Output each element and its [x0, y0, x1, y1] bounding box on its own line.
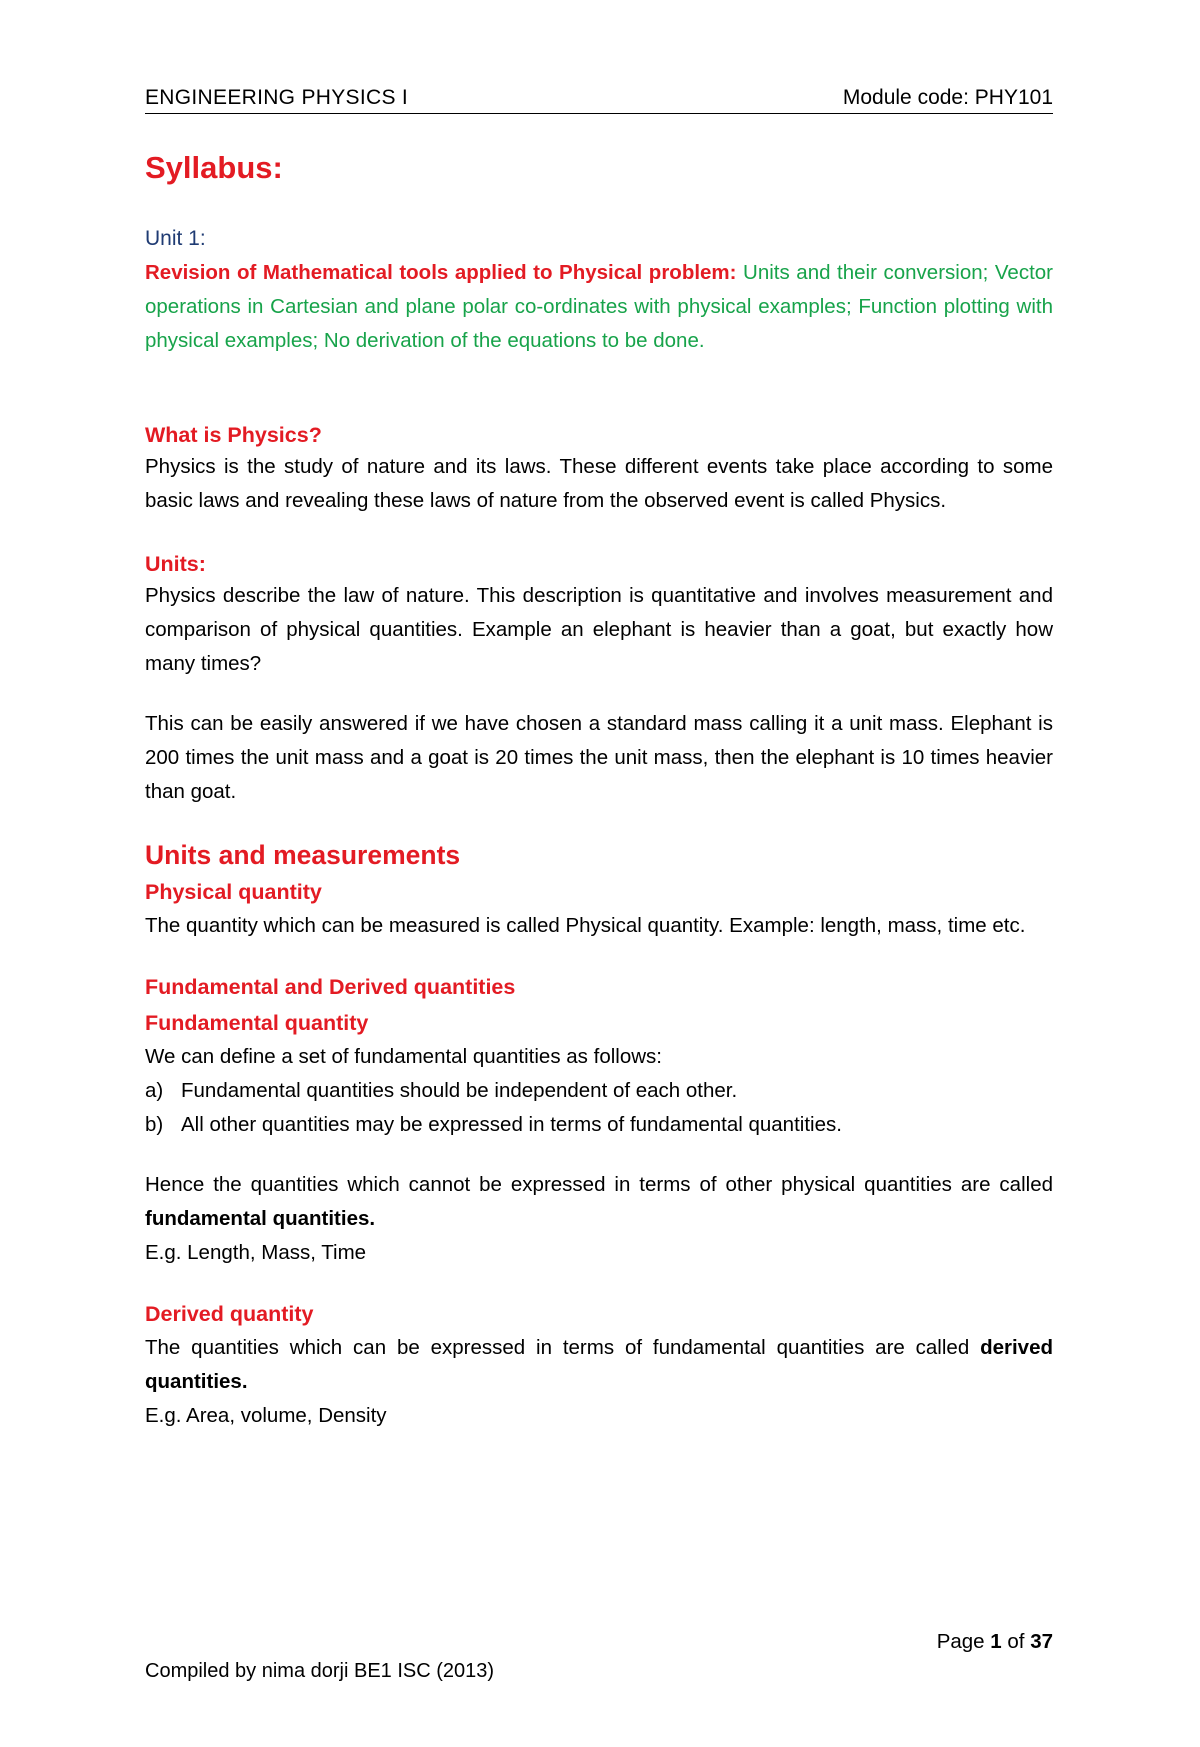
derived-example: E.g. Area, volume, Density [145, 1404, 387, 1427]
derived-paragraph [145, 1331, 1053, 1399]
units-para-1: Physics describe the law of nature. This description is quantitative and involves measurement and comparison of physical quantities. Example an elephant is heavier than a goat, but exactly how many times? [145, 584, 1053, 675]
syllabus-description [145, 256, 1053, 358]
units-heading: Units: [145, 552, 206, 576]
hence-bold-term: fundamental quantities. [145, 1207, 376, 1230]
page-of: of [1001, 1630, 1031, 1653]
units-measurements-heading: Units and measurements [145, 840, 461, 870]
unit-label: Unit 1: [145, 227, 206, 250]
page-header [145, 84, 1053, 114]
page-current: 1 [990, 1630, 1002, 1653]
fundamental-example: E.g. Length, Mass, Time [145, 1241, 367, 1264]
fundamental-derived-heading: Fundamental and Derived quantities [145, 975, 516, 999]
syllabus-title: Syllabus: [145, 150, 283, 185]
list-item [145, 1074, 1053, 1108]
units-para-2: This can be easily answered if we have chosen a standard mass calling it a unit mass. Elephant is 200 times the unit mass and a goat is 20 times the unit mass, then the elephant is 10 times heavier than goat. [145, 712, 1053, 803]
list-item-text: All other quantities may be expressed in terms of fundamental quantities. [181, 1113, 842, 1136]
fundamental-intro: We can define a set of fundamental quantities as follows: [145, 1045, 662, 1068]
what-is-physics-text: Physics is the study of nature and its laws. These different events take place according to some basic laws and revealing these laws of nature from the observed event is called Physics. [145, 455, 1053, 512]
header-module-code: Module code: PHY101 [842, 86, 1053, 109]
page-total: 37 [1030, 1630, 1053, 1653]
physical-quantity-text: The quantity which can be measured is called Physical quantity. Example: length, mass, time etc. [145, 914, 1026, 937]
list-item-text: Fundamental quantities should be independent of each other. [181, 1079, 738, 1102]
syllabus-lead: Revision of Mathematical tools applied to Physical problem: [145, 261, 737, 284]
compiled-by: Compiled by nima dorji BE1 ISC (2013) [145, 1660, 495, 1682]
what-is-physics-heading: What is Physics? [145, 423, 322, 447]
derived-text: The quantities which can be expressed in terms of fundamental quantities are called [145, 1336, 981, 1359]
list-marker: a) [145, 1079, 164, 1102]
hence-text: Hence the quantities which cannot be expressed in terms of other physical quantities are called [145, 1173, 1053, 1196]
hence-paragraph [145, 1168, 1053, 1236]
page-number [145, 1628, 1053, 1656]
fundamental-quantity-heading: Fundamental quantity [145, 1011, 369, 1035]
derived-bold-term: derived quantities. [145, 1336, 1053, 1393]
header-course-title: ENGINEERING PHYSICS I [145, 86, 409, 109]
derived-quantity-heading: Derived quantity [145, 1302, 314, 1326]
page-content [145, 140, 1053, 1433]
page-prefix: Page [936, 1630, 991, 1653]
physical-quantity-heading: Physical quantity [145, 880, 322, 904]
list-marker: b) [145, 1113, 164, 1136]
syllabus-body: Units and their conversion; Vector operations in Cartesian and plane polar co-ordinates with physical examples; Function plotting with physical examples; No derivation of the equations to be done. [145, 261, 1053, 352]
list-item [145, 1108, 1053, 1142]
